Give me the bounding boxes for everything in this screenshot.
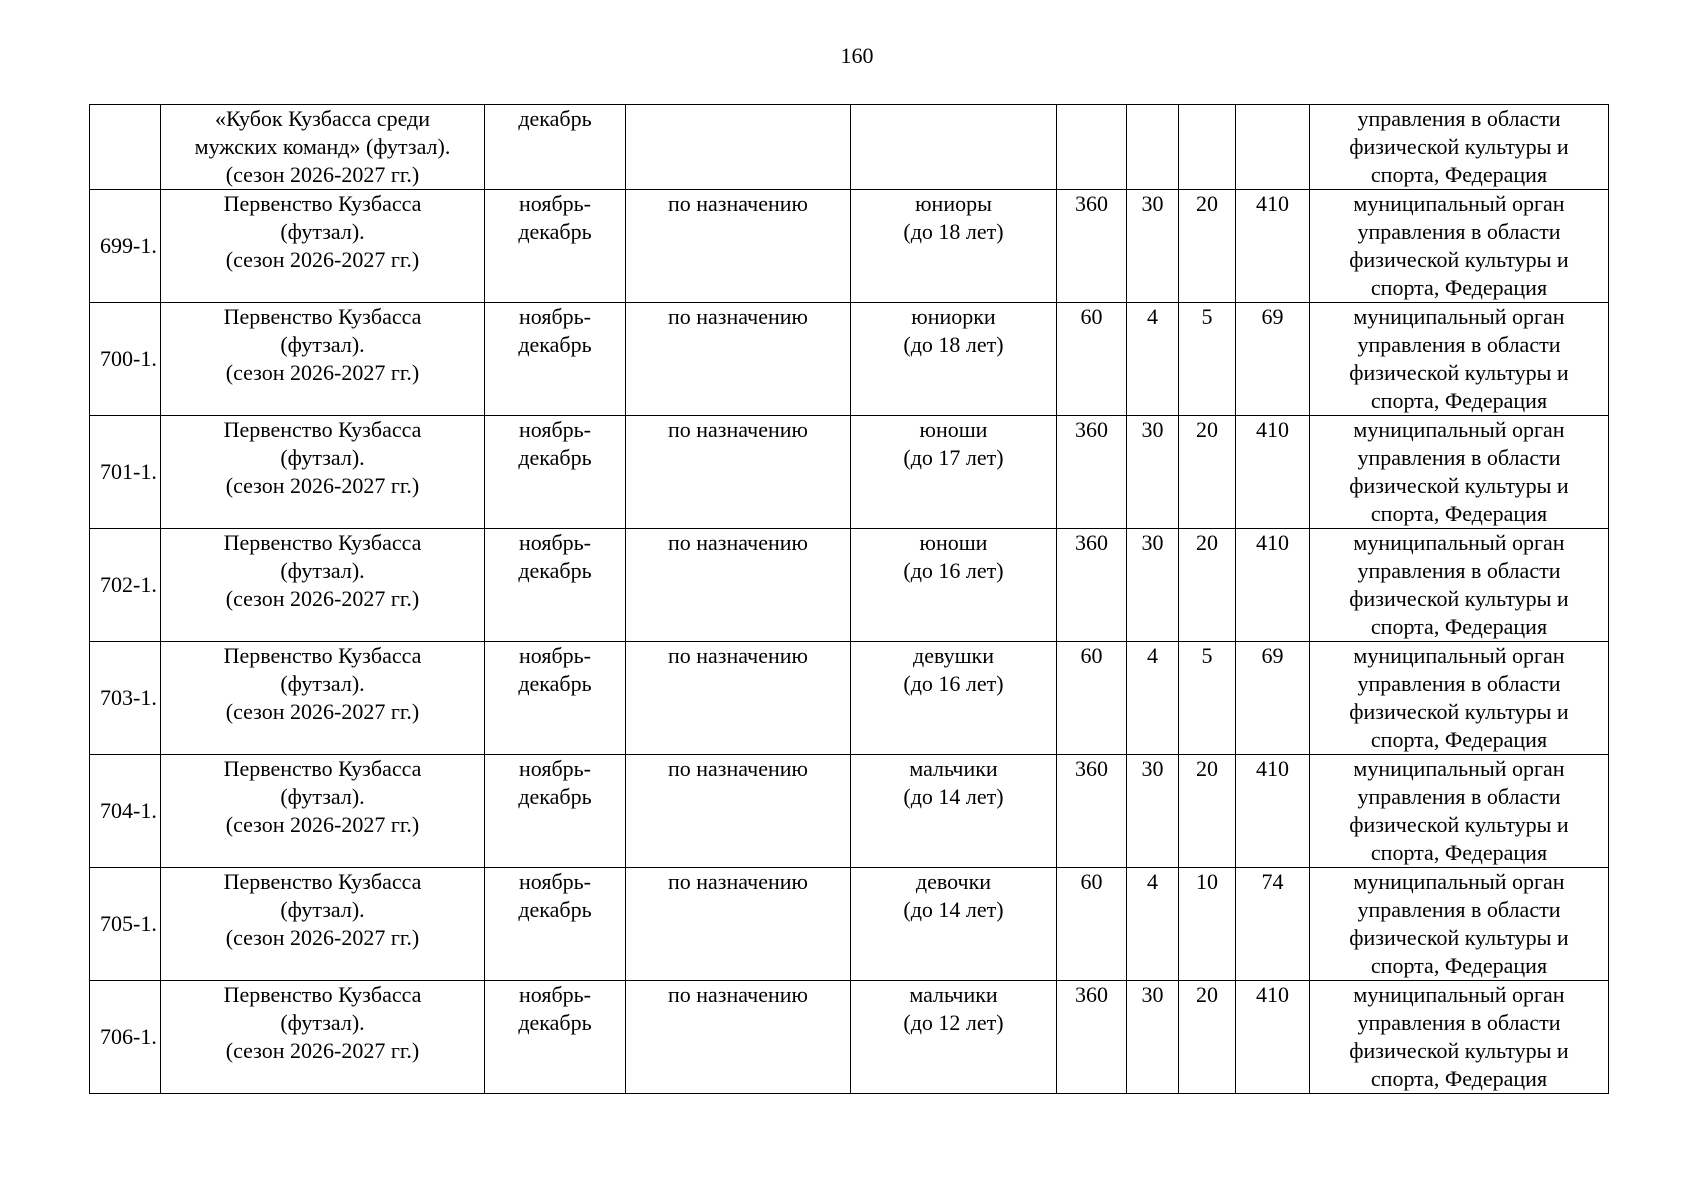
table-row — [90, 981, 1609, 1094]
category-cell: девочки (до 14 лет) — [851, 868, 1057, 981]
total-cell: 410 — [1236, 416, 1310, 529]
table-row — [90, 529, 1609, 642]
category-cell: девушки (до 16 лет) — [851, 642, 1057, 755]
category-cell: мальчики (до 12 лет) — [851, 981, 1057, 1094]
page-number: 160 — [840, 43, 874, 68]
row-number-cell: 702-1. — [90, 529, 161, 642]
trainers-cell: 4 — [1127, 303, 1179, 416]
trainers-cell: 30 — [1127, 755, 1179, 868]
event-name-cell: Первенство Кузбасса (футзал). (сезон 2026-2027 гг.) — [161, 642, 485, 755]
judges-cell: 5 — [1179, 642, 1236, 755]
trainers-cell: 30 — [1127, 416, 1179, 529]
participants-cell: 60 — [1057, 868, 1127, 981]
venue-cell: по назначению — [626, 981, 851, 1094]
table-row — [90, 868, 1609, 981]
category-cell: юниоры (до 18 лет) — [851, 190, 1057, 303]
total-cell: 69 — [1236, 642, 1310, 755]
venue-cell: по назначению — [626, 868, 851, 981]
judges-cell: 20 — [1179, 190, 1236, 303]
event-name-cell: Первенство Кузбасса (футзал). (сезон 2026-2027 гг.) — [161, 981, 485, 1094]
organizer-cell: муниципальный орган управления в области физической культуры и спорта, Федерация — [1310, 303, 1609, 416]
organizer-cell: муниципальный орган управления в области физической культуры и спорта, Федерация — [1310, 529, 1609, 642]
table-row — [90, 416, 1609, 529]
category-cell: юниорки (до 18 лет) — [851, 303, 1057, 416]
dates-cell: ноябрь- декабрь — [485, 755, 626, 868]
dates-cell: ноябрь- декабрь — [485, 981, 626, 1094]
venue-cell: по назначению — [626, 529, 851, 642]
trainers-cell: 30 — [1127, 190, 1179, 303]
organizer-cell: муниципальный орган управления в области физической культуры и спорта, Федерация — [1310, 755, 1609, 868]
participants-cell: 360 — [1057, 981, 1127, 1094]
total-cell: 410 — [1236, 981, 1310, 1094]
category-cell: юноши (до 17 лет) — [851, 416, 1057, 529]
participants-cell: 60 — [1057, 303, 1127, 416]
event-name-cell: Первенство Кузбасса (футзал). (сезон 2026-2027 гг.) — [161, 416, 485, 529]
table-row-continuation — [90, 105, 1609, 190]
total-cell: 74 — [1236, 868, 1310, 981]
table-row — [90, 755, 1609, 868]
judges-cell: 20 — [1179, 529, 1236, 642]
dates-cell: ноябрь- декабрь — [485, 303, 626, 416]
row-number-cell: 704-1. — [90, 755, 161, 868]
judges-cell — [1179, 105, 1236, 190]
trainers-cell: 4 — [1127, 642, 1179, 755]
event-name-cell: Первенство Кузбасса (футзал). (сезон 2026-2027 гг.) — [161, 303, 485, 416]
organizer-cell: муниципальный орган управления в области физической культуры и спорта, Федерация — [1310, 868, 1609, 981]
row-number-cell: 699-1. — [90, 190, 161, 303]
row-number-cell: 705-1. — [90, 868, 161, 981]
table-row — [90, 190, 1609, 303]
participants-cell: 360 — [1057, 416, 1127, 529]
judges-cell: 5 — [1179, 303, 1236, 416]
row-number-cell — [90, 105, 161, 190]
dates-cell: ноябрь- декабрь — [485, 416, 626, 529]
row-number-cell: 703-1. — [90, 642, 161, 755]
venue-cell: по назначению — [626, 755, 851, 868]
dates-cell: ноябрь- декабрь — [485, 190, 626, 303]
organizer-cell: муниципальный орган управления в области физической культуры и спорта, Федерация — [1310, 981, 1609, 1094]
participants-cell: 60 — [1057, 642, 1127, 755]
total-cell: 410 — [1236, 755, 1310, 868]
event-name-cell: Первенство Кузбасса (футзал). (сезон 2026-2027 гг.) — [161, 755, 485, 868]
event-name-cell: Первенство Кузбасса (футзал). (сезон 2026-2027 гг.) — [161, 529, 485, 642]
table-row — [90, 642, 1609, 755]
organizer-cell: муниципальный орган управления в области физической культуры и спорта, Федерация — [1310, 642, 1609, 755]
participants-cell: 360 — [1057, 755, 1127, 868]
total-cell: 69 — [1236, 303, 1310, 416]
row-number-cell: 700-1. — [90, 303, 161, 416]
category-cell: юноши (до 16 лет) — [851, 529, 1057, 642]
venue-cell: по назначению — [626, 190, 851, 303]
trainers-cell: 30 — [1127, 529, 1179, 642]
venue-cell: по назначению — [626, 303, 851, 416]
organizer-cell: управления в области физической культуры и спорта, Федерация — [1310, 105, 1609, 190]
venue-cell: по назначению — [626, 416, 851, 529]
venue-cell — [626, 105, 851, 190]
trainers-cell — [1127, 105, 1179, 190]
trainers-cell: 4 — [1127, 868, 1179, 981]
total-cell — [1236, 105, 1310, 190]
participants-cell — [1057, 105, 1127, 190]
judges-cell: 10 — [1179, 868, 1236, 981]
organizer-cell: муниципальный орган управления в области физической культуры и спорта, Федерация — [1310, 416, 1609, 529]
table-row — [90, 303, 1609, 416]
total-cell: 410 — [1236, 190, 1310, 303]
judges-cell: 20 — [1179, 755, 1236, 868]
category-cell: мальчики (до 14 лет) — [851, 755, 1057, 868]
total-cell: 410 — [1236, 529, 1310, 642]
judges-cell: 20 — [1179, 981, 1236, 1094]
judges-cell: 20 — [1179, 416, 1236, 529]
trainers-cell: 30 — [1127, 981, 1179, 1094]
dates-cell: декабрь — [485, 105, 626, 190]
row-number-cell: 701-1. — [90, 416, 161, 529]
participants-cell: 360 — [1057, 529, 1127, 642]
category-cell — [851, 105, 1057, 190]
dates-cell: ноябрь- декабрь — [485, 642, 626, 755]
event-name-cell: «Кубок Кузбасса среди мужских команд» (футзал). (сезон 2026-2027 гг.) — [161, 105, 485, 190]
row-number-cell: 706-1. — [90, 981, 161, 1094]
event-name-cell: Первенство Кузбасса (футзал). (сезон 2026-2027 гг.) — [161, 190, 485, 303]
competition-table — [89, 104, 1609, 1094]
organizer-cell: муниципальный орган управления в области физической культуры и спорта, Федерация — [1310, 190, 1609, 303]
event-name-cell: Первенство Кузбасса (футзал). (сезон 2026-2027 гг.) — [161, 868, 485, 981]
venue-cell: по назначению — [626, 642, 851, 755]
participants-cell: 360 — [1057, 190, 1127, 303]
dates-cell: ноябрь- декабрь — [485, 529, 626, 642]
dates-cell: ноябрь- декабрь — [485, 868, 626, 981]
